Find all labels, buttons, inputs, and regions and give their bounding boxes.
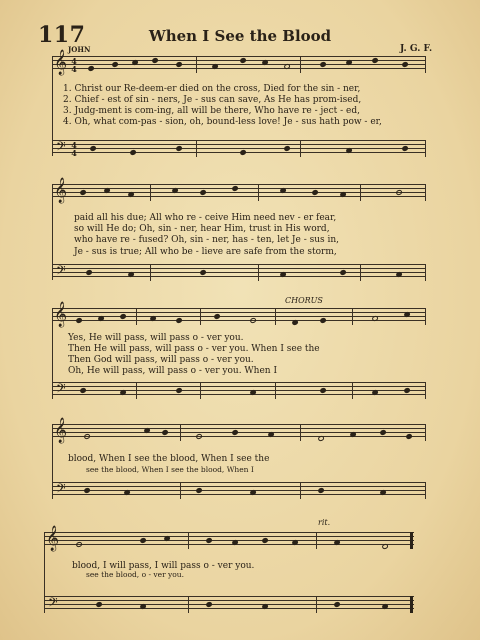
bass-clef-icon: 𝄢 [56,139,66,157]
bass-clef-icon: 𝄢 [48,595,58,613]
barline [316,532,317,549]
barline [200,382,201,399]
barline [150,264,151,281]
treble-staff [52,56,426,72]
barline [180,482,181,499]
bass-clef-icon: 𝄢 [56,263,66,281]
barline [180,424,181,441]
final-barline [410,532,413,549]
final-barline [410,596,413,613]
barline [196,140,197,157]
barline [150,184,151,201]
barline [360,184,361,201]
rit-marker: rit. [318,518,331,527]
note [291,319,298,325]
treble-staff [52,424,426,440]
lyric-line: 3. Judg-ment is com-ing, all will be there, Who have re - ject - ed, [63,106,360,116]
treble-staff [52,308,426,324]
bass-staff [52,140,426,156]
barline [425,424,426,441]
system-brace [52,308,53,399]
time-signature: 4 4 [71,56,77,74]
barline [258,184,259,201]
barline [300,482,301,499]
barline [136,382,137,399]
barline [425,140,426,157]
bass-clef-icon: 𝄢 [56,481,66,499]
hymn-title: When I See the Blood [148,27,332,45]
system-brace [52,184,53,280]
barline [425,482,426,499]
chorus-marker: CHORUS [285,296,323,305]
lyric-line: see the blood, When I see the blood, When I [86,465,254,474]
system-brace [52,56,53,156]
barline [188,532,189,549]
lyric-line: Then He will pass, will pass o - ver you. When I see the [68,344,320,354]
lyric-line: Oh, He will pass, will pass o - ver you. When I [68,366,278,376]
barline [258,264,259,281]
barline [360,264,361,281]
lyric-line: Then God will pass, will pass o - ver you. [68,355,254,365]
hymn-number: 117 [38,22,86,48]
lyric-line: blood, When I see the blood, When I see the [68,454,270,464]
lyric-line: see the blood, o - ver you. [86,570,185,579]
lyric-line: Je - sus is true; All who be - lieve are safe from the storm, [74,247,337,257]
lyric-line: Yes, He will pass, will pass o - ver you. [68,333,244,343]
bass-staff [52,482,426,498]
system-brace [52,424,53,499]
treble-clef-icon: 𝄞 [54,418,68,443]
lyric-line: so will He do; Oh, sin - ner, hear Him, trust in His word, [74,224,330,234]
treble-clef-icon: 𝄞 [46,526,60,551]
barline [136,308,137,325]
barline [300,424,301,441]
barline [275,382,276,399]
lyric-line: paid all his due; All who re - ceive Him need nev - er fear, [74,213,337,223]
barline [425,308,426,325]
bass-staff [52,382,426,398]
composer-right: J. G. F. [400,44,433,54]
barline [352,382,353,399]
barline [300,56,301,73]
time-signature: 4 4 [71,140,77,158]
treble-clef-icon: 𝄞 [54,50,68,75]
barline [316,596,317,613]
bass-staff [52,264,426,280]
lyric-line: 4. Oh, what com-pas - sion, oh, bound-less love! Je - sus hath pow - er, [63,117,382,127]
barline [425,382,426,399]
barline [196,56,197,73]
treble-staff [44,532,414,548]
barline [425,56,426,73]
treble-clef-icon: 𝄞 [54,178,68,203]
system-brace [44,532,45,613]
lyric-line: 1. Christ our Re-deem-er died on the cross, Died for the sin - ner, [63,84,361,94]
note [317,435,324,441]
bass-clef-icon: 𝄢 [56,381,66,399]
composer-left: JOHN [68,45,91,54]
lyric-line: 2. Chief - est of sin - ners, Je - sus can save, As He has prom-ised, [63,95,362,105]
barline [200,308,201,325]
lyric-line: who have re - fused? Oh, sin - ner, has - ten, let Je - sus in, [74,235,340,245]
barline [425,264,426,281]
barline [188,596,189,613]
barline [352,308,353,325]
barline [425,184,426,201]
note [381,543,388,549]
lyric-line: blood, I will pass, I will pass o - ver you. [72,561,255,571]
barline [275,308,276,325]
barline [300,140,301,157]
treble-clef-icon: 𝄞 [54,302,68,327]
